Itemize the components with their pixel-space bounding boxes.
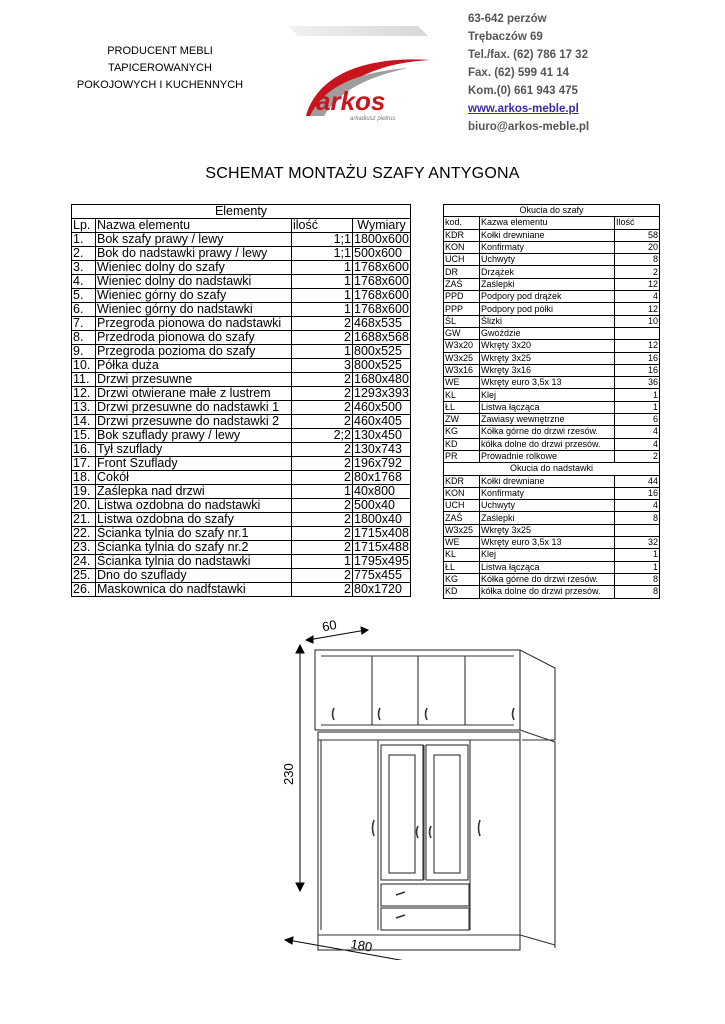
row-dims: 468x535 <box>353 317 411 331</box>
row-lp: 26. <box>72 583 96 597</box>
okucia-nadstawka-caption-cell: Okucia do nadstawki <box>444 463 660 475</box>
row-qty: 2 <box>292 415 353 429</box>
table-row <box>72 317 411 331</box>
row-code: WE <box>444 377 480 389</box>
row-dims: 1768x600 <box>354 260 409 274</box>
width-label: 180 <box>349 936 374 955</box>
table-row <box>72 359 411 373</box>
contact-block <box>468 10 589 136</box>
okucia-caption <box>444 205 660 217</box>
row-qty: 12 <box>615 303 660 315</box>
row-code: W3x25 <box>444 352 480 364</box>
row-dims: 130x743 <box>353 443 411 457</box>
logo-text: arkos <box>316 86 386 116</box>
row-name: Zaślepki <box>480 278 615 290</box>
row-dims: 1715x488 <box>354 540 409 554</box>
producer-block <box>70 43 250 94</box>
row-name: Wkręty 3x20 <box>480 340 615 352</box>
table-row <box>444 524 660 536</box>
row-name: Wkręty 3x16 <box>480 364 615 376</box>
row-qty: 2 <box>615 450 660 462</box>
row-name: Półka duża <box>96 359 292 373</box>
header-code: kod. <box>444 217 480 229</box>
table-row <box>72 275 411 289</box>
table-row <box>444 500 660 512</box>
row-name: kółka dolne do drzwi przesów. <box>480 438 615 450</box>
row-qty <box>615 524 660 536</box>
row-lp: 8. <box>72 331 96 345</box>
row-name: kółka dolne do drzwi przesów. <box>480 586 615 598</box>
table-row <box>72 331 411 345</box>
row-qty: 20 <box>615 241 660 253</box>
row-name: Listwa ozdobna do szafy <box>96 513 292 527</box>
table-row <box>444 327 660 339</box>
row-name: Wkręty euro 3,5x 13 <box>480 377 615 389</box>
row-dims: 500x600 <box>353 247 411 261</box>
depth-label: 60 <box>320 616 338 635</box>
row-name: Kółka górne do drzwi rzesów. <box>480 573 615 585</box>
table-row <box>72 345 411 359</box>
row-name: Bok szuflady prawy / lewy <box>96 429 292 443</box>
table-row <box>72 485 411 499</box>
row-dims: 1800x40 <box>353 513 411 527</box>
row-code: KG <box>444 426 480 438</box>
row-qty: 1 <box>292 345 353 359</box>
row-name: Gwoździe <box>480 327 615 339</box>
width-dimension <box>285 937 515 960</box>
table-row <box>444 291 660 303</box>
row-qty: 2 <box>292 331 353 345</box>
row-name: Listwa łącząca <box>480 401 615 413</box>
row-name: Ślizki <box>480 315 615 327</box>
row-lp: 20. <box>72 499 96 513</box>
row-qty: 1 <box>292 485 353 499</box>
table-row <box>444 561 660 573</box>
contact-telfax: Tel./fax. (62) 786 17 32 <box>468 49 588 61</box>
elements-caption: Elementy <box>72 205 411 219</box>
header-qty: Ilość <box>615 217 660 229</box>
table-row <box>444 573 660 585</box>
table-row <box>72 443 411 457</box>
row-name: Klej <box>480 549 615 561</box>
row-qty: 10 <box>615 315 660 327</box>
row-name: Uchwyty <box>480 500 615 512</box>
table-row <box>72 247 411 261</box>
row-dims: 800x525 <box>353 359 411 373</box>
row-name: Kółka górne do drzwi rzesów. <box>480 426 615 438</box>
row-lp: 24. <box>72 555 96 569</box>
table-row <box>72 261 411 275</box>
row-qty: 2 <box>615 266 660 278</box>
row-lp: 21. <box>72 513 96 527</box>
row-name: Bok do nadstawki prawy / lewy <box>96 247 292 261</box>
row-code: KDR <box>444 229 480 241</box>
row-qty <box>615 327 660 339</box>
row-name: Bok szafy prawy / lewy <box>96 233 292 247</box>
table-row <box>444 241 660 253</box>
row-name: Cokół <box>96 471 292 485</box>
row-name: Front Szuflady <box>96 457 292 471</box>
row-qty: 1;1 <box>292 233 353 247</box>
row-dims: 1768x600 <box>354 302 409 316</box>
row-code: KON <box>444 241 480 253</box>
website-link[interactable]: www.arkos-meble.pl <box>468 103 579 115</box>
row-dims: 1800x600 <box>354 232 409 246</box>
row-lp: 11. <box>72 373 96 387</box>
table-row <box>72 513 411 527</box>
row-dims: 1715x408 <box>354 526 409 540</box>
row-code: W3x25 <box>444 524 480 536</box>
row-qty: 4 <box>615 426 660 438</box>
row-name: Drzążek <box>480 266 615 278</box>
producer-line-3: POKOJOWYCH I KUCHENNYCH <box>76 79 244 91</box>
row-lp: 13. <box>72 401 96 415</box>
table-row <box>444 229 660 241</box>
row-name: Zawiasy wewnętrzne <box>480 414 615 426</box>
row-code: PPP <box>444 303 480 315</box>
table-row <box>72 457 411 471</box>
row-qty: 8 <box>615 573 660 585</box>
table-row <box>72 527 411 541</box>
row-code: PR <box>444 450 480 462</box>
row-lp: 1. <box>72 233 96 247</box>
row-qty: 2 <box>292 457 353 471</box>
row-qty: 2 <box>292 569 353 583</box>
row-lp: 23. <box>72 541 96 555</box>
row-dims: 775x455 <box>353 569 411 583</box>
table-row <box>444 537 660 549</box>
row-qty: 1 <box>292 275 353 289</box>
row-name: Zaślepki <box>480 512 615 524</box>
row-name: Listwa łącząca <box>480 561 615 573</box>
table-row <box>444 389 660 401</box>
row-code: ŁL <box>444 401 480 413</box>
contact-street: Trębaczów 69 <box>468 31 543 43</box>
row-qty: 2 <box>292 541 353 555</box>
row-qty: 44 <box>615 475 660 487</box>
row-dims: 1768x600 <box>354 288 409 302</box>
row-lp: 12. <box>72 387 96 401</box>
row-qty: 2 <box>292 583 353 597</box>
row-lp: 16. <box>72 443 96 457</box>
table-row <box>444 266 660 278</box>
table-row <box>72 541 411 555</box>
row-dims: 80x1720 <box>353 583 411 597</box>
row-name: Przedroda pionowa do szafy <box>96 331 292 345</box>
table-row <box>444 414 660 426</box>
table-row <box>72 373 411 387</box>
row-qty: 1 <box>615 561 660 573</box>
table-row <box>444 586 660 598</box>
row-code: W3x20 <box>444 340 480 352</box>
table-row <box>444 352 660 364</box>
row-code: WE <box>444 537 480 549</box>
row-name: Kołki drewniane <box>480 475 615 487</box>
row-qty: 2;2 <box>292 429 353 443</box>
row-code: ZW <box>444 414 480 426</box>
row-qty: 1 <box>615 401 660 413</box>
row-qty: 1 <box>292 261 353 275</box>
row-name: Tył szuflady <box>96 443 292 457</box>
table-row <box>444 438 660 450</box>
row-dims: 1293x393 <box>354 386 409 400</box>
row-qty: 16 <box>615 487 660 499</box>
table-row <box>444 254 660 266</box>
row-dims: 1688x568 <box>354 330 409 344</box>
height-dimension <box>296 645 304 891</box>
row-qty: 1;1 <box>292 247 353 261</box>
row-dims: 1768x600 <box>354 274 409 288</box>
row-qty: 2 <box>292 513 353 527</box>
header-name: Kazwa elementu <box>480 217 615 229</box>
row-lp: 14. <box>72 415 96 429</box>
row-code: ŚL <box>444 315 480 327</box>
row-qty: 8 <box>615 586 660 598</box>
row-name: Ścianka tylnia do szafy nr.1 <box>96 527 292 541</box>
row-dims: 800x525 <box>353 345 411 359</box>
okucia-table-body <box>444 205 660 599</box>
row-qty: 2 <box>292 499 353 513</box>
wardrobe-drawing <box>270 605 570 960</box>
row-name: Kołki drewniane <box>480 229 615 241</box>
row-qty: 8 <box>615 512 660 524</box>
row-dims: 130x450 <box>353 429 411 443</box>
row-lp: 6. <box>72 303 96 317</box>
row-name: Drzwi przesuwne do nadstawki 1 <box>96 401 292 415</box>
row-code: KDR <box>444 475 480 487</box>
header-name: Nazwa elementu <box>96 219 292 233</box>
row-name: Klej <box>480 389 615 401</box>
row-name: Zaślepka nad drzwi <box>96 485 292 499</box>
table-row <box>444 377 660 389</box>
okucia-header-row <box>444 217 660 229</box>
arkos-logo <box>258 18 458 128</box>
row-lp: 9. <box>72 345 96 359</box>
row-qty: 12 <box>615 340 660 352</box>
contact-fax: Fax. (62) 599 41 14 <box>468 67 570 79</box>
table-row <box>444 450 660 462</box>
row-qty: 4 <box>615 500 660 512</box>
table-row <box>444 401 660 413</box>
table-row <box>444 475 660 487</box>
row-lp: 17. <box>72 457 96 471</box>
row-lp: 10. <box>72 359 96 373</box>
table-row <box>444 549 660 561</box>
row-lp: 7. <box>72 317 96 331</box>
row-qty: 8 <box>615 254 660 266</box>
row-name: Ścianka tylnia do nadstawki <box>96 555 292 569</box>
row-dims: 460x500 <box>353 401 411 415</box>
row-qty: 1 <box>615 549 660 561</box>
table-row <box>444 364 660 376</box>
row-name: Wkręty 3x25 <box>480 352 615 364</box>
row-code: KD <box>444 438 480 450</box>
table-row <box>444 340 660 352</box>
row-code: W3x16 <box>444 364 480 376</box>
table-row <box>72 429 411 443</box>
table-row <box>444 303 660 315</box>
row-qty: 1 <box>292 289 353 303</box>
table-row <box>72 499 411 513</box>
row-qty: 3 <box>292 359 353 373</box>
table-row <box>444 278 660 290</box>
row-name: Konfirmaty <box>480 487 615 499</box>
elements-table-body <box>72 233 411 597</box>
row-qty: 32 <box>615 537 660 549</box>
table-row <box>72 555 411 569</box>
row-qty: 1 <box>615 389 660 401</box>
row-name: Wieniec górny do nadstawki <box>96 303 292 317</box>
row-lp: 5. <box>72 289 96 303</box>
row-qty: 4 <box>615 438 660 450</box>
height-label: 230 <box>281 763 296 785</box>
table-row <box>72 569 411 583</box>
table-row <box>72 401 411 415</box>
row-qty: 2 <box>292 401 353 415</box>
table-row <box>72 303 411 317</box>
table-row <box>72 387 411 401</box>
row-dims: 40x800 <box>353 485 411 499</box>
row-name: Wieniec górny do szafy <box>96 289 292 303</box>
row-lp: 15. <box>72 429 96 443</box>
elements-table <box>71 204 411 597</box>
row-dims: 196x792 <box>353 457 411 471</box>
row-dims: 1680x480 <box>354 372 409 386</box>
table-row <box>72 471 411 485</box>
row-code: KG <box>444 573 480 585</box>
row-qty: 6 <box>615 414 660 426</box>
table-row <box>444 426 660 438</box>
wardrobe-body <box>315 650 555 950</box>
header-qty: ilość <box>292 219 353 233</box>
row-lp: 19. <box>72 485 96 499</box>
row-name: Konfirmaty <box>480 241 615 253</box>
row-qty: 58 <box>615 229 660 241</box>
row-name: Drzwi otwierane małe z lustrem <box>96 387 292 401</box>
row-name: Przegroda pionowa do nadstawki <box>96 317 292 331</box>
table-row <box>444 315 660 327</box>
row-dims: 80x1768 <box>353 471 411 485</box>
row-lp: 3. <box>72 261 96 275</box>
row-qty: 4 <box>615 291 660 303</box>
row-qty: 16 <box>615 364 660 376</box>
row-name: Przegroda pozioma do szafy <box>96 345 292 359</box>
contact-email[interactable]: biuro@arkos-meble.pl <box>468 121 590 133</box>
row-name: Prowadnie rolkowe <box>480 450 615 462</box>
row-name: Podpory pod drążek <box>480 291 615 303</box>
table-row <box>72 289 411 303</box>
header-lp: Lp. <box>72 219 96 233</box>
row-lp: 2. <box>72 247 96 261</box>
logo-tagline: arkadiusz pietrus <box>350 116 396 122</box>
row-name: Drzwi przesuwne <box>96 373 292 387</box>
row-qty: 2 <box>292 373 353 387</box>
row-code: KON <box>444 487 480 499</box>
row-code: PPD <box>444 291 480 303</box>
row-name: Maskownica do nadfstawki <box>96 583 292 597</box>
row-code: UCH <box>444 254 480 266</box>
okucia-table <box>443 204 660 599</box>
row-code: DR <box>444 266 480 278</box>
row-name: Ścianka tylnia do szafy nr.2 <box>96 541 292 555</box>
row-lp: 18. <box>72 471 96 485</box>
producer-line-2: TAPICEROWANYCH <box>108 62 212 74</box>
row-code: KD <box>444 586 480 598</box>
row-qty: 2 <box>292 387 353 401</box>
contact-address: 63-642 perzów <box>468 13 547 25</box>
table-row <box>72 233 411 247</box>
row-dims: 460x405 <box>353 415 411 429</box>
producer-line-1: PRODUCENT MEBLI <box>107 45 213 57</box>
row-qty: 16 <box>615 352 660 364</box>
row-qty: 2 <box>292 471 353 485</box>
row-qty: 1 <box>292 303 353 317</box>
row-lp: 4. <box>72 275 96 289</box>
row-code: ŁL <box>444 561 480 573</box>
page-title: SCHEMAT MONTAŻU SZAFY ANTYGONA <box>205 165 520 182</box>
row-code: KL <box>444 549 480 561</box>
row-qty: 1 <box>292 555 353 569</box>
row-qty: 12 <box>615 278 660 290</box>
table-row <box>444 512 660 524</box>
row-qty: 2 <box>292 527 353 541</box>
row-name: Listwa ozdobna do nadstawki <box>96 499 292 513</box>
row-name: Wkręty 3x25 <box>480 524 615 536</box>
row-name: Dno do szuflady <box>96 569 292 583</box>
row-name: Drzwi przesuwne do nadstawki 2 <box>96 415 292 429</box>
row-qty: 36 <box>615 377 660 389</box>
okucia-caption-cell: Okucia do szafy <box>444 205 660 217</box>
row-code: GW <box>444 327 480 339</box>
row-qty: 2 <box>292 443 353 457</box>
table-row <box>444 487 660 499</box>
row-name: Wieniec dolny do nadstawki <box>96 275 292 289</box>
row-name: Wkręty euro 3,5x 13 <box>480 537 615 549</box>
row-qty: 2 <box>292 317 353 331</box>
row-code: KL <box>444 389 480 401</box>
header-dims: Wymiary <box>353 219 411 233</box>
row-code: ZAŚ <box>444 278 480 290</box>
row-name: Wieniec dolny do szafy <box>96 261 292 275</box>
row-dims: 1795x495 <box>354 554 409 568</box>
row-code: UCH <box>444 500 480 512</box>
row-lp: 25. <box>72 569 96 583</box>
okucia-nadstawka-caption <box>444 463 660 475</box>
contact-mobile: Kom.(0) 661 943 475 <box>468 85 578 97</box>
row-lp: 22. <box>72 527 96 541</box>
row-dims: 500x40 <box>353 499 411 513</box>
table-row <box>72 583 411 597</box>
row-name: Podpory pod półki <box>480 303 615 315</box>
table-row <box>72 415 411 429</box>
row-code: ZAŚ <box>444 512 480 524</box>
row-name: Uchwyty <box>480 254 615 266</box>
